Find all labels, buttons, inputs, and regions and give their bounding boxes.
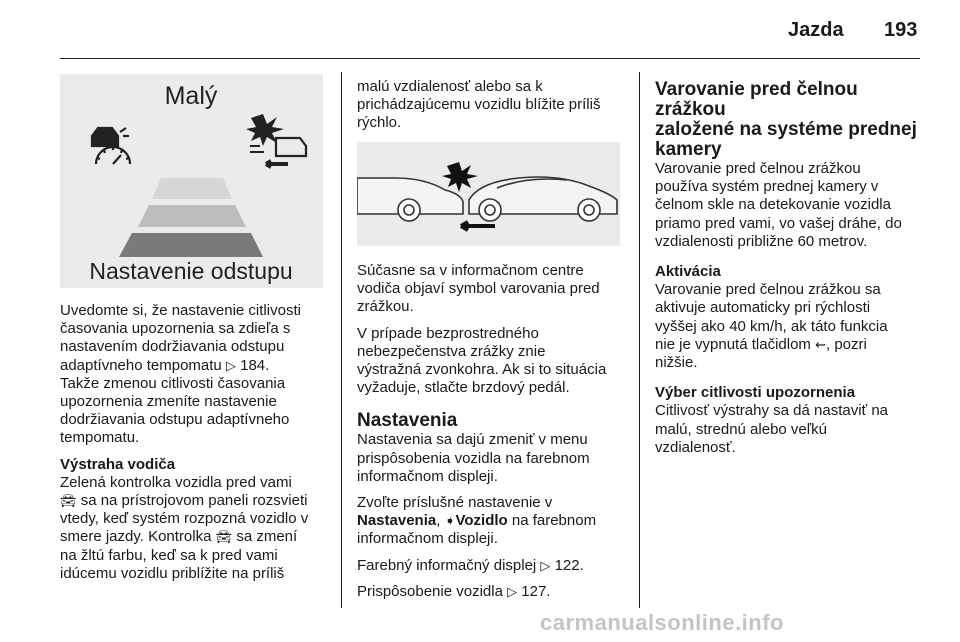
text: Takže zmenou citlivosti časovania upozornenia zmeníte nastavenie dodržiavania odstupu adaptívneho tempomatu. — [60, 374, 290, 447]
page-number: 193 — [884, 19, 918, 41]
watermark: carmanualsonline.info — [540, 610, 784, 635]
text: Zelená kontrolka vozidla pred vami — [60, 473, 292, 491]
header-rule — [60, 58, 920, 59]
section-heading: Varovanie pred čelnou zrážkou založené na systéme prednej kamery — [655, 79, 917, 160]
paragraph — [60, 302, 330, 448]
menu-arrow-icon: ➧ — [444, 513, 456, 529]
column-divider — [341, 72, 342, 608]
figure-caption: Nastavenie odstupu — [89, 258, 293, 284]
page-reference: 184. — [240, 356, 270, 374]
paragraph — [655, 281, 925, 372]
page-reference: 127. — [521, 582, 551, 600]
collision-alert-icon — [246, 114, 306, 167]
distance-bar-short — [152, 178, 232, 199]
subsection-heading: Aktivácia — [655, 263, 721, 281]
menu-settings: Nastavenia — [357, 512, 437, 530]
column-2 — [357, 78, 632, 141]
triangle-right-icon: ▷ — [540, 557, 551, 573]
collision-illustration — [357, 142, 620, 246]
menu-vehicle: Vozidlo — [455, 512, 508, 530]
text: na farebnom informačnom displeji. — [357, 512, 597, 548]
car-front-icon: 🚘︎ — [215, 529, 233, 545]
figure-title: Malý — [164, 82, 218, 110]
paragraph — [60, 474, 330, 583]
adaptive-cruise-icon — [92, 128, 130, 164]
paragraph — [357, 583, 632, 601]
section-heading: Výstraha vodiča — [60, 455, 176, 473]
text: Zvoľte príslušné nastavenie v — [357, 494, 553, 512]
paragraph: Nastavenia sa dajú zmeniť v menu prispôsobenia vozidla na farebnom informačnom displeji. — [357, 431, 590, 485]
distance-bar-long — [119, 233, 263, 257]
text: Farebný informačný displej — [357, 556, 537, 574]
paragraph: malú vzdialenosť alebo sa k prichádzajúcemu vozidlu blížite príliš rýchlo. — [357, 78, 601, 132]
paragraph: Zvoľte príslušné nastavenie v Nastavenia, ➧Vozidlo na farebnom informačnom displeji. — [357, 494, 597, 548]
section-heading: Nastavenia — [357, 410, 458, 432]
distance-setting-figure — [60, 74, 323, 288]
collision-warning-icon: ⇜ — [815, 336, 826, 352]
paragraph: Citlivosť výstrahy sa dá nastaviť na malú, strednú alebo veľkú vzdialenosť. — [655, 402, 889, 456]
front-car-icon — [469, 177, 617, 221]
paragraph: Súčasne sa v informačnom centre vodiča objaví symbol varovania pred zrážkou. — [357, 262, 600, 316]
text: sa zmení na žltú farbu, keď sa k pred vami idúcemu vozidlu priblížite na príliš — [60, 528, 298, 582]
text: sa na prístrojovom paneli rozsvieti vtedy, keď systém rozpozná vozidlo v smere jazdy. Kontrolka — [60, 492, 309, 546]
paragraph: Varovanie pred čelnou zrážkou používa systém prednej kamery v čelnom skle na detekovanie vozidla priamo pred vami, vo vašej dráhe, do vzdialenosti približne 60 metrov. — [655, 160, 902, 250]
paragraph: V prípade bezprostredného nebezpečenstva zrážky znie výstražná zvonkohra. Ak si to situácia vyžaduje, stlačte brzdový pedál. — [357, 324, 607, 397]
text: Uvedomte si, že nastavenie citlivosti časovania upozornenia sa zdieľa s nastavením dodržiavania odstupu adaptívneho tempomatu — [60, 302, 301, 374]
triangle-right-icon: ▷ — [225, 357, 236, 373]
column-1 — [60, 302, 330, 591]
distance-bar-medium — [138, 205, 246, 227]
impact-star-icon — [442, 162, 478, 192]
header-title: Jazda — [788, 19, 844, 41]
car-front-icon: 🚘︎ — [60, 493, 77, 509]
paragraph — [357, 557, 632, 575]
rear-car-icon — [357, 178, 463, 221]
arrow-left-icon — [461, 222, 495, 230]
column-divider — [639, 72, 640, 608]
text: Prispôsobenie vozidla — [357, 582, 503, 600]
text: , pozri nižšie. — [655, 335, 867, 372]
text: Varovanie pred čelnou zrážkou sa aktivuje automaticky pri rýchlosti vyššej ako 40 km/h, ak táto funkcia nie je vypnutá tlačidlom — [655, 281, 888, 353]
column-3 — [655, 80, 925, 465]
triangle-right-icon: ▷ — [507, 583, 518, 599]
column-2-lower — [357, 262, 632, 609]
page-reference: 122. — [554, 556, 584, 574]
subsection-heading: Výber citlivosti upozornenia — [655, 384, 856, 402]
